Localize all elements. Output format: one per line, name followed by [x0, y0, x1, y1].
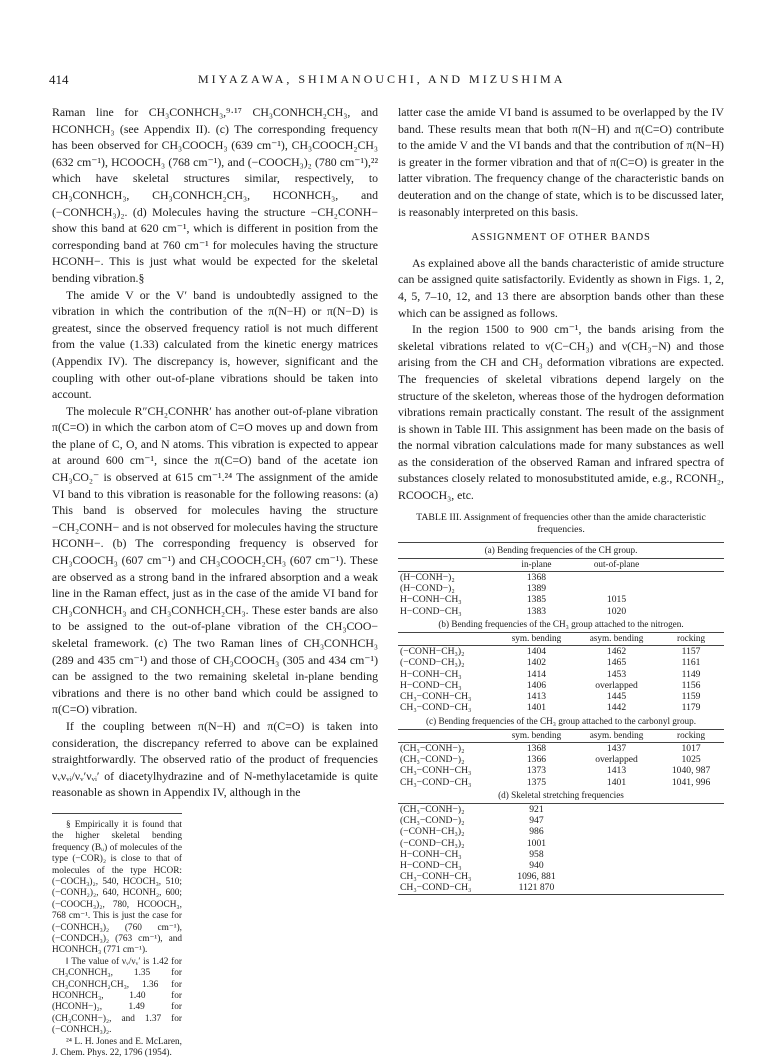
frequency-cell [575, 849, 658, 860]
table-header-cell: rocking [658, 633, 724, 646]
frequency-cell [658, 583, 724, 594]
table-header-cell [398, 729, 498, 742]
table-row [398, 669, 724, 680]
frequency-cell: 1040, 987 [671, 765, 711, 777]
frequency-cell: 1465 [606, 657, 627, 669]
frequency-cell: 1401 [606, 776, 627, 788]
compound-cell: (−COND−CH₃)₂ [400, 657, 465, 669]
frequency-cell: 1001 [526, 837, 547, 849]
frequency-cell [575, 838, 658, 849]
footnote: § Empirically it is found that the higher skeletal bending frequency (Bᵤ) of molecules of the type (−COR)₂ is close to that of molecules of the type HCOR: (−COCH₃)₂, 540, HCOCH₃, 510; (−CONH₂)₂, 640, HCONH₂, 600; (−COOCH₃)₂, 780, HCOOCH₃, 768 cm⁻¹. This is just the case for (−CONHCH₃)₂ (760 cm⁻¹), (−CONDCH₃)₂ (763 cm⁻¹), and HCONHCH₃ (771 cm⁻¹). [52, 819, 182, 956]
frequency-cell [658, 871, 724, 882]
table-row [398, 871, 724, 882]
table-row [398, 815, 724, 826]
compound-cell: CH₃−CONH−CH₃ [400, 765, 472, 777]
running-title: MIYAZAWA, SHIMANOUCHI, AND MIZUSHIMA [198, 72, 566, 86]
frequency-cell: 1149 [681, 668, 701, 680]
frequency-cell [658, 572, 724, 584]
table-row [398, 657, 724, 668]
frequency-cell [658, 606, 724, 617]
frequency-cell: 940 [529, 859, 544, 871]
table-row [398, 572, 724, 584]
frequency-cell: overlapped [595, 679, 638, 691]
table-row [398, 803, 724, 815]
frequency-cell: 1020 [606, 605, 627, 617]
frequency-cell: 1161 [681, 657, 701, 669]
compound-cell: (−CONH−CH₃)₂ [400, 826, 465, 838]
frequency-cell: 1402 [526, 657, 547, 669]
frequency-cell: 1406 [526, 679, 547, 691]
table-section-title: (d) Skeletal stretching frequencies [398, 788, 724, 804]
frequency-cell: 1156 [681, 679, 701, 691]
table-header-cell: out-of-plane [575, 558, 658, 571]
table-iii [398, 542, 724, 895]
table-caption: TABLE III. Assignment of frequencies other than the amide characteristic frequencies. [416, 511, 706, 535]
frequency-cell: 986 [529, 826, 544, 838]
frequency-cell [575, 826, 658, 837]
frequency-cell: 1383 [526, 605, 547, 617]
left-column [52, 104, 378, 1059]
frequency-cell: 1017 [681, 742, 701, 754]
compound-cell: H−COND−CH₃ [400, 605, 462, 617]
frequency-cell: 1401 [526, 702, 547, 714]
table-row [398, 882, 724, 894]
frequency-cell: 1366 [526, 754, 547, 766]
table-header-cell: sym. bending [498, 633, 575, 646]
table-row [398, 594, 724, 605]
frequency-cell: 1373 [526, 765, 547, 777]
frequency-cell [658, 826, 724, 837]
section-heading: ASSIGNMENT OF OTHER BANDS [471, 232, 651, 244]
table-header-row [398, 633, 724, 646]
table-section-title: (c) Bending frequencies of the CH₃ group attached to the carbonyl group. [398, 714, 724, 730]
frequency-cell [575, 815, 658, 826]
compound-cell: CH₃−COND−CH₃ [398, 882, 498, 894]
table-row [398, 583, 724, 594]
page-number: 414 [49, 72, 69, 87]
frequency-cell: 1437 [606, 742, 627, 754]
table-row [398, 777, 724, 788]
frequency-cell: 958 [529, 848, 544, 860]
frequency-cell [575, 803, 658, 815]
frequency-cell: 1025 [681, 754, 701, 766]
frequency-cell: 1445 [606, 691, 627, 703]
compound-cell: (CH₃−COND−)₂ [400, 754, 465, 766]
footnotes [52, 813, 182, 1059]
right-column [398, 104, 724, 895]
frequency-cell: 1041, 996 [671, 776, 711, 788]
compound-cell: (CH₃−CONH−)₂ [400, 742, 465, 754]
table-section-title: (b) Bending frequencies of the CH₃ group attached to the nitrogen. [398, 617, 724, 633]
table-section-title: (a) Bending frequencies of the CH group. [398, 542, 724, 558]
frequency-cell [575, 860, 658, 871]
frequency-cell: 1368 [526, 742, 547, 754]
frequency-cell: 1453 [606, 668, 627, 680]
frequency-cell [658, 860, 724, 871]
frequency-cell [658, 882, 724, 894]
paragraph: As explained above all the bands characteristic of amide structure can be assigned quite satisfactorily. Evidently as shown in Figs. 1, 2, 4, 5, 7–10, 12, and 13 there are absorption bands other than these which can be assigned as follows. [398, 255, 724, 320]
frequency-cell: 1442 [606, 702, 627, 714]
frequency-cell: 1385 [526, 594, 547, 606]
compound-cell: (H−COND−)₂ [400, 583, 455, 595]
frequency-cell: 1414 [526, 668, 547, 680]
paragraph: The amide V or the V′ band is undoubtedly assigned to the vibration in which the contribution of the π(N−H) or π(N−D) is greatest, since the observed frequency ratio‖ is not much different from the value (1.33) calculated from the kinetic energy matrices (Appendix IV). The discrepancy is, however, significant and the coupling with other out-of-plane vibrations should be taken into account. [52, 287, 378, 402]
table-header-cell: in-plane [498, 558, 575, 571]
paragraph: latter case the amide VI band is assumed to be overlapped by the IV band. These results mean that both π(N−H) and π(C=O) contribute to the amide V and the VI bands and that the contribution of π(N−H) is greater in the former vibration and that of π(C=O) is greater in the latter vibration. The frequency change of the characteristic bands on deuteration and on the change of state, which is to be discussed later, is reasonably interpreted on this basis. [398, 105, 724, 219]
frequency-cell: 1462 [606, 646, 627, 658]
compound-cell: H−CONH−CH₃ [400, 594, 462, 606]
compound-cell: (H−CONH−)₂ [400, 572, 455, 584]
compound-cell: (−CONH−CH₃)₂ [400, 646, 465, 658]
paragraph: The molecule R″CH₂CONHR′ has another out-of-plane vibration π(C=O) in which the carbon atom of C=O moves up and down from the plane of C, O, and N atoms. This vibration is expected to appear at around 600 cm⁻¹, since the π(C=O) band of the acetate ion CH₃CO₂⁻ is observed at 615 cm⁻¹.²⁴ The assignment of the amide VI band to this vibration is reasonable for the following reasons: (a) This band is observed for molecules having the structure −CH₂CONH− and is not observed for molecules having the structure HCONH−. (b) The corresponding frequency is observed for CH₃COOCH₃ (607 cm⁻¹) and CH₃COOCH₂CH₃ (607 cm⁻¹). These are observed as a strong band in the infrared absorption and a weak line in the Raman effect, just as in the case of the amide VI band for CH₃CONHCH₃ and CH₃CONHCH₂CH₃. These ester bands are also to be assigned to the out-of-plane vibration of the CH₃COO− skeletal framework. (c) The two Raman lines of CH₃CONHCH₃ (289 and 435 cm⁻¹) and those of CH₃COOCH₃ (305 and 434 cm⁻¹) can be assigned to the two remaining skeletal in-plane bending vibrations and there is no other band which could be assigned to π(C=O) vibration. [52, 403, 378, 717]
compound-cell: (−COND−CH₃)₂ [400, 837, 465, 849]
frequency-cell [658, 594, 724, 605]
frequency-cell [575, 882, 658, 894]
compound-cell: CH₃−COND−CH₃ [400, 702, 472, 714]
paragraph: If the coupling between π(N−H) and π(C=O) is taken into consideration, the discrepancy referred to above can be explained straightforwardly. The observed ratio of the product of frequencies νᵥνᵥᵢ/νᵥ′νᵥᵢ′ of diacetylhydrazine and of N-methylacetamide is quite reasonable as shown in Appendix IV, although in the [52, 718, 378, 800]
frequency-cell: 1375 [526, 776, 547, 788]
table-header-row [398, 729, 724, 742]
table-row [398, 826, 724, 837]
frequency-cell: 1413 [526, 691, 547, 703]
table-row [398, 691, 724, 702]
paragraph: Raman line for CH₃CONHCH₃,⁹·¹⁷ CH₃CONHCH₂CH₃, and HCONHCH₃ (see Appendix II). (c) The corresponding frequency has been observed for CH₃COOCH₃ (639 cm⁻¹), CH₃COOCH₂CH₃ (632 cm⁻¹), HCOOCH₃ (768 cm⁻¹), and (−COOCH₃)₂ (780 cm⁻¹),²² which have skeletal structures similar, respectively, to CH₃CONHCH₃, CH₃CONHCH₂CH₃, HCONHCH₃, and (−CONHCH₃)₂. (d) Molecules having the structure −CH₂CONH− show this band at 620 cm⁻¹, which is different in position from the corresponding band at 760 cm⁻¹ for molecules having the structure HCONH−. This is just what would be expected for the skeletal bending vibration.§ [52, 105, 378, 285]
table-row [398, 838, 724, 849]
table-header-row [398, 558, 724, 571]
table-row [398, 754, 724, 765]
table-row [398, 606, 724, 617]
compound-cell: H−CONH−CH₃ [400, 848, 462, 860]
frequency-cell: 1121 870 [498, 882, 575, 894]
table-row [398, 742, 724, 754]
frequency-cell [658, 838, 724, 849]
frequency-cell [575, 583, 658, 594]
table-row [398, 680, 724, 691]
frequency-cell [658, 849, 724, 860]
frequency-cell: 1413 [606, 765, 627, 777]
table-header-cell: asym. bending [575, 729, 658, 742]
frequency-cell: 1368 [526, 572, 547, 584]
frequency-cell [658, 815, 724, 826]
compound-cell: (CH₃−COND−)₂ [400, 815, 465, 827]
frequency-cell [575, 871, 658, 882]
paragraph: In the region 1500 to 900 cm⁻¹, the bands arising from the skeletal vibrations related to ν(C−CH₃) and ν(CH₃−N) and those arising from the CH and CH₃ deformation vibrations are expected. The frequencies of skeletal vibrations depend largely on the structure of the skeleton, whereas those of the hydrogen deformation vibrations remain practically constant. The result of the assignment is shown in Table III. This assignment has been made on the basis of the normal vibration calculations made for many substances as well as the consideration of the observed Raman and infrared spectra of substances closely related to monosubstituted amide, e.g., RCONH₂, RCOOCH₃, etc. [398, 322, 724, 503]
table-row [398, 765, 724, 776]
table-row [398, 646, 724, 658]
compound-cell: H−COND−CH₃ [400, 859, 462, 871]
compound-cell: CH₃−CONH−CH₃ [400, 871, 472, 883]
frequency-cell: 1404 [526, 646, 547, 658]
table-header-cell: rocking [658, 729, 724, 742]
frequency-cell [575, 572, 658, 584]
frequency-cell: 1096, 881 [517, 871, 556, 883]
table-header-cell [398, 633, 498, 646]
table-row [398, 702, 724, 713]
compound-cell: CH₃−COND−CH₃ [400, 776, 472, 788]
table-header-cell: asym. bending [575, 633, 658, 646]
compound-cell: H−CONH−CH₃ [400, 668, 462, 680]
frequency-cell: 947 [529, 815, 544, 827]
table-header-cell [658, 558, 724, 571]
table-header-cell [398, 558, 498, 571]
table-row [398, 860, 724, 871]
frequency-cell: 1015 [606, 594, 627, 606]
frequency-cell: 1179 [681, 702, 701, 714]
frequency-cell: 1159 [681, 691, 701, 703]
frequency-cell: 921 [529, 803, 544, 815]
frequency-cell: overlapped [595, 754, 638, 766]
frequency-cell [658, 803, 724, 815]
footnote: ²⁴ L. H. Jones and E. McLaren, J. Chem. Phys. 22, 1796 (1954). [52, 1036, 182, 1059]
compound-cell: CH₃−CONH−CH₃ [400, 691, 472, 703]
table-header-cell: sym. bending [498, 729, 575, 742]
frequency-cell: 1389 [526, 583, 547, 595]
compound-cell: (CH₃−CONH−)₂ [400, 803, 465, 815]
footnote: ‖ The value of νᵥ/νᵥ′ is 1.42 for CH₃CONHCH₃, 1.35 for CH₃CONHCH₂CH₃, 1.36 for HCONHCH₃, 1.40 for (HCONH−)₂, 1.49 for (CH₃CONH−)₂, and 1.37 for (−CONHCH₃)₂. [52, 956, 182, 1036]
compound-cell: H−COND−CH₃ [400, 679, 462, 691]
table-row [398, 849, 724, 860]
frequency-cell: 1157 [681, 646, 701, 658]
